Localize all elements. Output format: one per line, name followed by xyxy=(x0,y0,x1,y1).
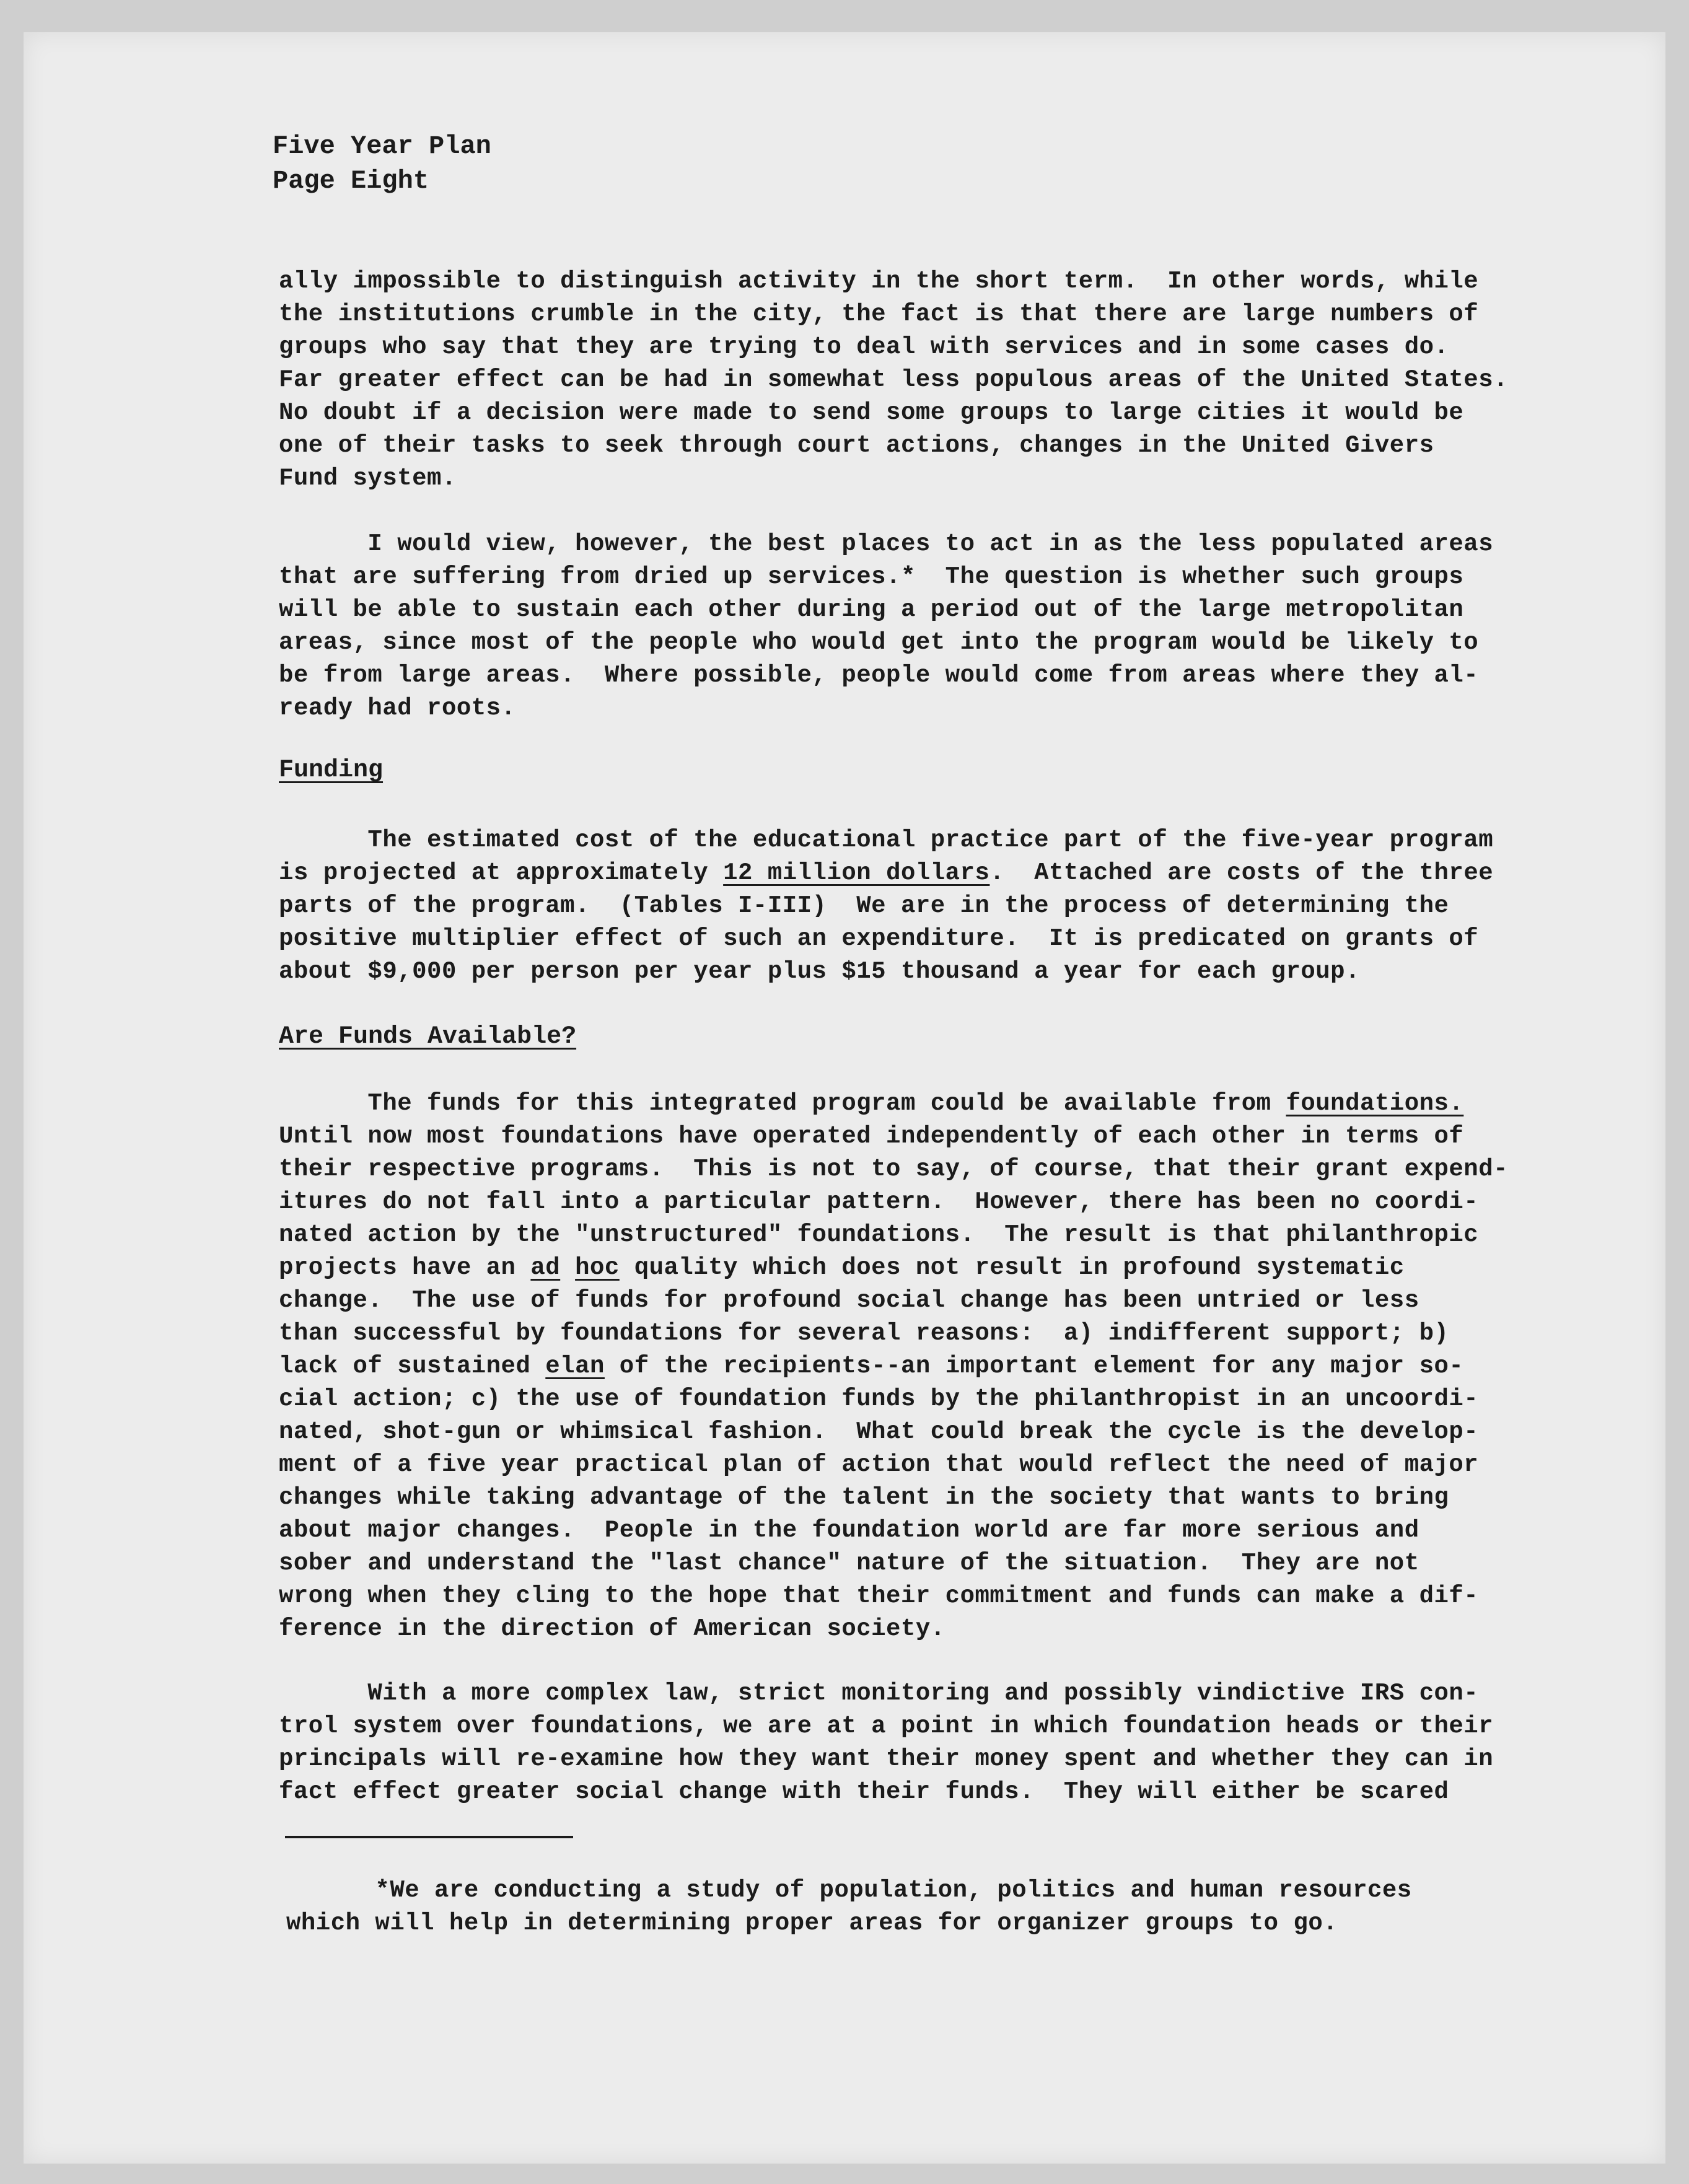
text-line: ment of a five year practical plan of action that would reflect the need of major xyxy=(279,1451,1479,1478)
header-title: Five Year Plan xyxy=(273,131,491,161)
paragraph-4 xyxy=(279,1087,1508,1646)
text-line: changes while taking advantage of the talent in the society that wants to bring xyxy=(279,1484,1449,1511)
text-line: wrong when they cling to the hope that their commitment and funds can make a dif- xyxy=(279,1582,1479,1610)
text-line: principals will re-examine how they want their money spent and whether they can in xyxy=(279,1745,1494,1773)
text-line: groups who say that they are trying to deal with services and in some cases do. xyxy=(279,333,1449,361)
text-line: areas, since most of the people who would get into the program would be likely to xyxy=(279,629,1479,656)
text-line: With a more complex law, strict monitoring and possibly vindictive IRS con- xyxy=(279,1680,1479,1707)
text-line: will be able to sustain each other during a period out of the large metropolitan xyxy=(279,596,1464,623)
text-line: one of their tasks to seek through court actions, changes in the United Givers xyxy=(279,432,1434,459)
text-line: ally impossible to distinguish activity in the short term. In other words, while xyxy=(279,268,1479,295)
text-line: The estimated cost of the educational practice part of the five-year program xyxy=(279,827,1494,854)
footnote-divider xyxy=(285,1836,573,1838)
text-line: that are suffering from dried up services.* The question is whether such groups xyxy=(279,563,1464,590)
text-line: parts of the program. (Tables I-III) We are in the process of determining the xyxy=(279,892,1449,919)
text-line: ready had roots. xyxy=(279,695,516,722)
text-line: projects have an ad hoc quality which does not result in profound systematic xyxy=(279,1254,1405,1281)
text-line: which will help in determining proper areas for organizer groups to go. xyxy=(286,1910,1338,1937)
text-line: Far greater effect can be had in somewhat less populous areas of the United States. xyxy=(279,366,1509,393)
text-line: The funds for this integrated program could be available from foundations. xyxy=(279,1090,1464,1117)
text-line: positive multiplier effect of such an expenditure. It is predicated on grants of xyxy=(279,925,1479,952)
text-line: ference in the direction of American society. xyxy=(279,1615,945,1642)
paragraph-1 xyxy=(279,265,1508,495)
text-line: fact effect greater social change with their funds. They will either be scared xyxy=(279,1778,1449,1805)
text-line: be from large areas. Where possible, people would come from areas where they al- xyxy=(279,662,1479,689)
text-line: trol system over foundations, we are at a point in which foundation heads or their xyxy=(279,1713,1494,1740)
underlined-phrase: foundations. xyxy=(1286,1090,1464,1117)
text-line: about $9,000 per person per year plus $15 thousand a year for each group. xyxy=(279,958,1360,985)
section-heading-funding: Funding xyxy=(279,757,384,784)
text-line: Until now most foundations have operated independently of each other in terms of xyxy=(279,1123,1464,1150)
section-heading-funds-available: Are Funds Available? xyxy=(279,1023,577,1051)
text-line: No doubt if a decision were made to send some groups to large cities it would be xyxy=(279,399,1464,426)
page-header xyxy=(273,129,491,198)
paragraph-3 xyxy=(279,824,1493,988)
text-line: I would view, however, the best places to act in as the less populated areas xyxy=(279,530,1494,558)
footnote xyxy=(286,1874,1412,1940)
text-line: lack of sustained elan of the recipients--an important element for any major so- xyxy=(279,1353,1464,1380)
text-line: sober and understand the "last chance" nature of the situation. They are not xyxy=(279,1550,1419,1577)
paragraph-2 xyxy=(279,528,1493,725)
text-line: change. The use of funds for profound social change has been untried or less xyxy=(279,1287,1419,1314)
text-line: *We are conducting a study of population, politics and human resources xyxy=(286,1877,1412,1904)
text-line: nated action by the "unstructured" foundations. The result is that philanthropic xyxy=(279,1221,1479,1248)
text-line: cial action; c) the use of foundation funds by the philanthropist in an uncoordi- xyxy=(279,1385,1479,1413)
text-line: their respective programs. This is not to say, of course, that their grant expend- xyxy=(279,1156,1509,1183)
text-line: itures do not fall into a particular pattern. However, there has been no coordi- xyxy=(279,1188,1479,1216)
text-line: the institutions crumble in the city, the fact is that there are large numbers of xyxy=(279,300,1479,328)
underlined-phrase: ad xyxy=(530,1254,561,1281)
text-line: Fund system. xyxy=(279,465,457,492)
underlined-phrase: hoc xyxy=(575,1254,620,1281)
text-line: is projected at approximately 12 million dollars. Attached are costs of the three xyxy=(279,859,1494,887)
text-line: than successful by foundations for several reasons: a) indifferent support; b) xyxy=(279,1320,1449,1347)
underlined-phrase: elan xyxy=(545,1353,605,1380)
text-line: nated, shot-gun or whimsical fashion. What could break the cycle is the develop- xyxy=(279,1418,1479,1445)
text-line: about major changes. People in the foundation world are far more serious and xyxy=(279,1517,1419,1544)
header-page-number: Page Eight xyxy=(273,166,429,196)
underlined-phrase: 12 million dollars xyxy=(723,859,990,887)
paragraph-5 xyxy=(279,1677,1493,1809)
